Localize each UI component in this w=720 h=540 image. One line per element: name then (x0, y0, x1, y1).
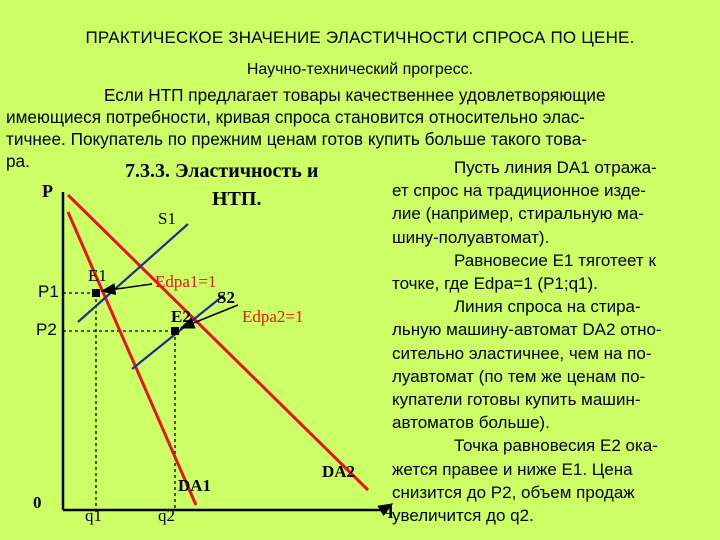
subtitle: Научно-технический прогресс. (246, 61, 474, 78)
explanation-line: сительно эластичнее, чем на по- (392, 343, 652, 363)
axis-label-q: q (383, 498, 394, 518)
intro-line: тичнее. Покупатель по прежним ценам готов купить больше такого това- (6, 129, 587, 149)
explanation-line: купатели готовы купить машин- (392, 390, 641, 410)
edpa1-arrow (102, 284, 152, 291)
explanation-line: снизится до P2, объем продаж (392, 482, 635, 502)
explanation-line: Пусть линия DA1 отража- (454, 158, 657, 177)
demand-line-da2 (68, 195, 368, 490)
explanation-line: шину-полуавтомат). (392, 227, 550, 247)
edpa1-label: Edpa1=1 (155, 272, 217, 291)
s2-label: S2 (217, 288, 235, 307)
s1-label: S1 (158, 209, 176, 228)
explanation-line: увеличится до q2. (392, 506, 534, 526)
origin-label: 0 (33, 493, 42, 512)
explanation-line: Линия спроса на стира- (454, 297, 641, 317)
explanation-line: точке, где Edpa=1 (P1;q1). (392, 274, 598, 294)
equilibrium-point-e2 (171, 327, 179, 335)
page-title: ПРАКТИЧЕСКОЕ ЗНАЧЕНИЕ ЭЛАСТИЧНОСТИ СПРОСА ПО ЦЕНЕ. (85, 28, 635, 47)
e1-label: E1 (88, 266, 107, 285)
da2-label: DA2 (322, 462, 356, 481)
explanation-line: льную машину-автомат DA2 отно- (392, 320, 662, 340)
explanation-line: Равновесие E1 тяготеет к (454, 250, 656, 270)
p2-label: P2 (36, 320, 57, 339)
intro-line: Если НТП предлагает товары качественнее удовлетворяющие (104, 85, 606, 105)
explanation-line: лие (например, стиральную ма- (392, 204, 644, 224)
axis-label-p: P (42, 181, 53, 201)
p1-label: P1 (38, 282, 59, 301)
edpa2-label: Edpa2=1 (242, 307, 304, 326)
equilibrium-point-e1 (92, 289, 100, 297)
explanation-line: жется правее и ниже E1. Цена (392, 459, 633, 479)
section-heading-line2: НТП. (212, 188, 262, 210)
explanation-line: автоматов больше). (392, 413, 550, 433)
q2-label: q2 (158, 506, 175, 525)
e2-label: E2 (171, 307, 191, 326)
q1-label: q1 (85, 506, 102, 525)
explanation-line: Точка равновесия E2 ока- (454, 436, 658, 456)
section-heading-line1: 7.3.3. Эластичность и (125, 160, 319, 182)
intro-line: ра. (6, 151, 30, 171)
da1-label: DA1 (178, 476, 212, 495)
intro-line: имеющиеся потребности, кривая спроса становится относительно элас- (6, 107, 585, 127)
explanation-line: луавтомат (по тем же ценам по- (392, 366, 646, 386)
explanation-line: ет спрос на традиционное изде- (392, 181, 646, 201)
